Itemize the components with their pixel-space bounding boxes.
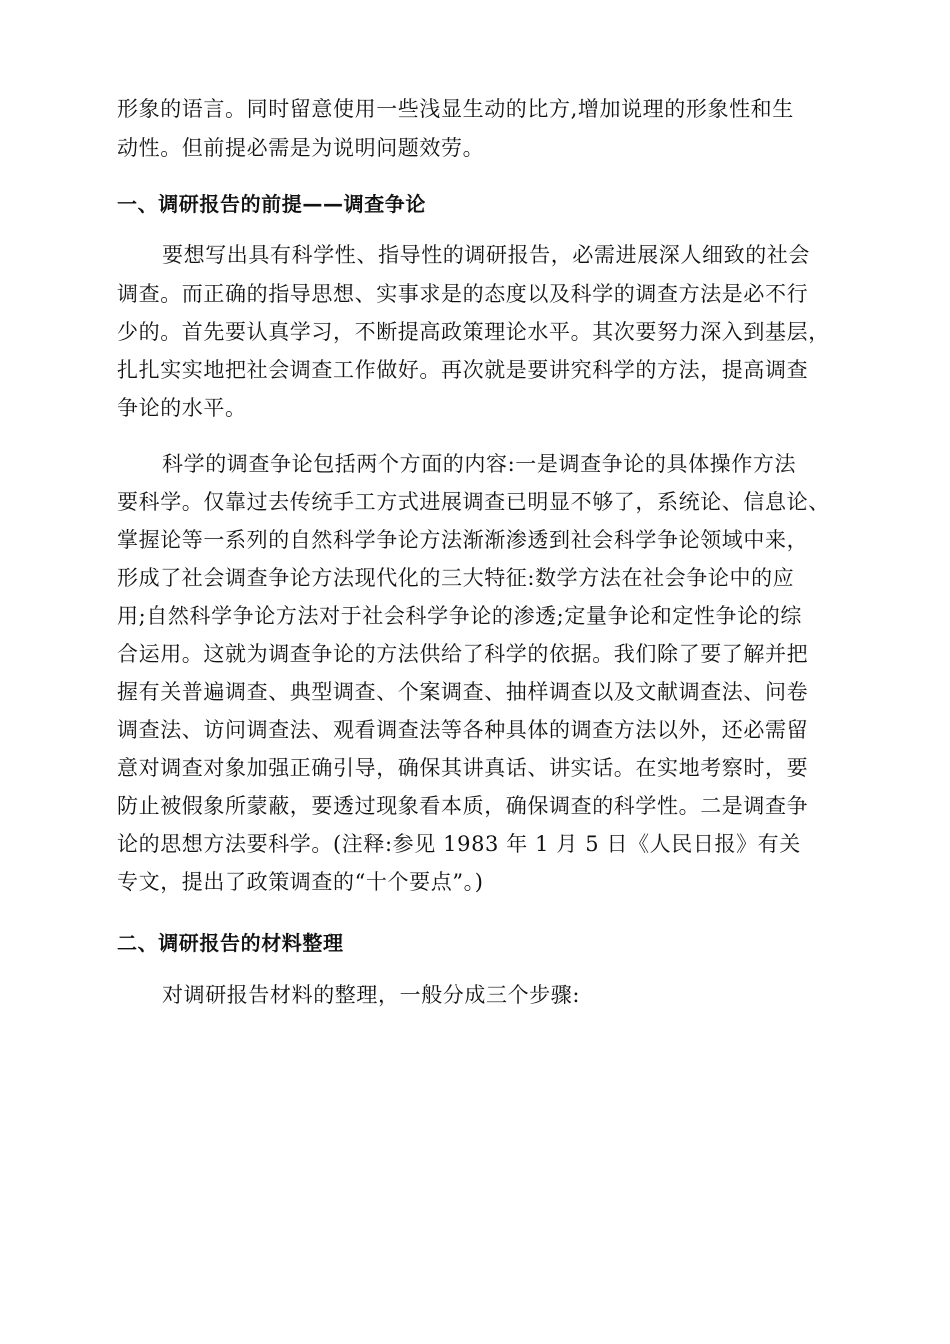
paragraph-line: 科学的调查争论包括两个方面的内容:一是调查争论的具体操作方法	[162, 452, 797, 476]
paragraph-line: 论的思想方法要科学。(注释:参见 1983 年 1 月 5 日《人民日报》有关	[117, 832, 801, 856]
paragraph-line: 要想写出具有科学性、指导性的调研报告，必需进展深人细致的社会	[162, 243, 810, 267]
paragraph-line: 对调研报告材料的整理，一般分成三个步骤:	[162, 983, 581, 1007]
section-heading-2: 二、调研报告的材料整理	[117, 931, 344, 955]
paragraph-line: 专文，提出了政策调查的“十个要点”。)	[117, 870, 484, 894]
paragraph-line: 防止被假象所蒙蔽，要透过现象看本质，确保调查的科学性。二是调查争	[117, 794, 809, 818]
paragraph-line: 握有关普遍调查、典型调查、个案调查、抽样调查以及文献调查法、问卷	[117, 680, 809, 704]
paragraph-line: 扎扎实实地把社会调查工作做好。再次就是要讲究科学的方法，提高调查	[117, 358, 809, 382]
paragraph-line: 调查。而正确的指导思想、实事求是的态度以及科学的调查方法是必不行	[117, 282, 809, 306]
section-heading-1: 一、调研报告的前提——调查争论	[117, 192, 426, 216]
paragraph-line: 调查法、访问调查法、观看调查法等各种具体的调查方法以外，还必需留	[117, 718, 809, 742]
intro-line: 动性。但前提必需是为说明问题效劳。	[117, 136, 485, 160]
paragraph-line: 合运用。这就为调查争论的方法供给了科学的依据。我们除了要了解并把	[117, 642, 809, 666]
intro-line: 形象的语言。同时留意使用一些浅显生动的比方,增加说理的形象性和生	[117, 97, 794, 121]
paragraph-line: 形成了社会调查争论方法现代化的三大特征:数学方法在社会争论中的应	[117, 566, 795, 590]
paragraph-line: 要科学。仅靠过去传统手工方式进展调查已明显不够了，系统论、信息论、	[117, 490, 830, 514]
paragraph-line: 少的。首先要认真学习，不断提高政策理论水平。其次要努力深入到基层，	[117, 320, 830, 344]
paragraph-line: 用;自然科学争论方法对于社会科学争论的渗透;定量争论和定性争论的综	[117, 604, 802, 628]
paragraph-line: 意对调查对象加强正确引导，确保其讲真话、讲实话。在实地考察时，要	[117, 756, 809, 780]
paragraph-line: 争论的水平。	[117, 396, 247, 420]
paragraph-line: 掌握论等一系列的自然科学争论方法渐渐渗透到社会科学争论领域中来，	[117, 528, 809, 552]
